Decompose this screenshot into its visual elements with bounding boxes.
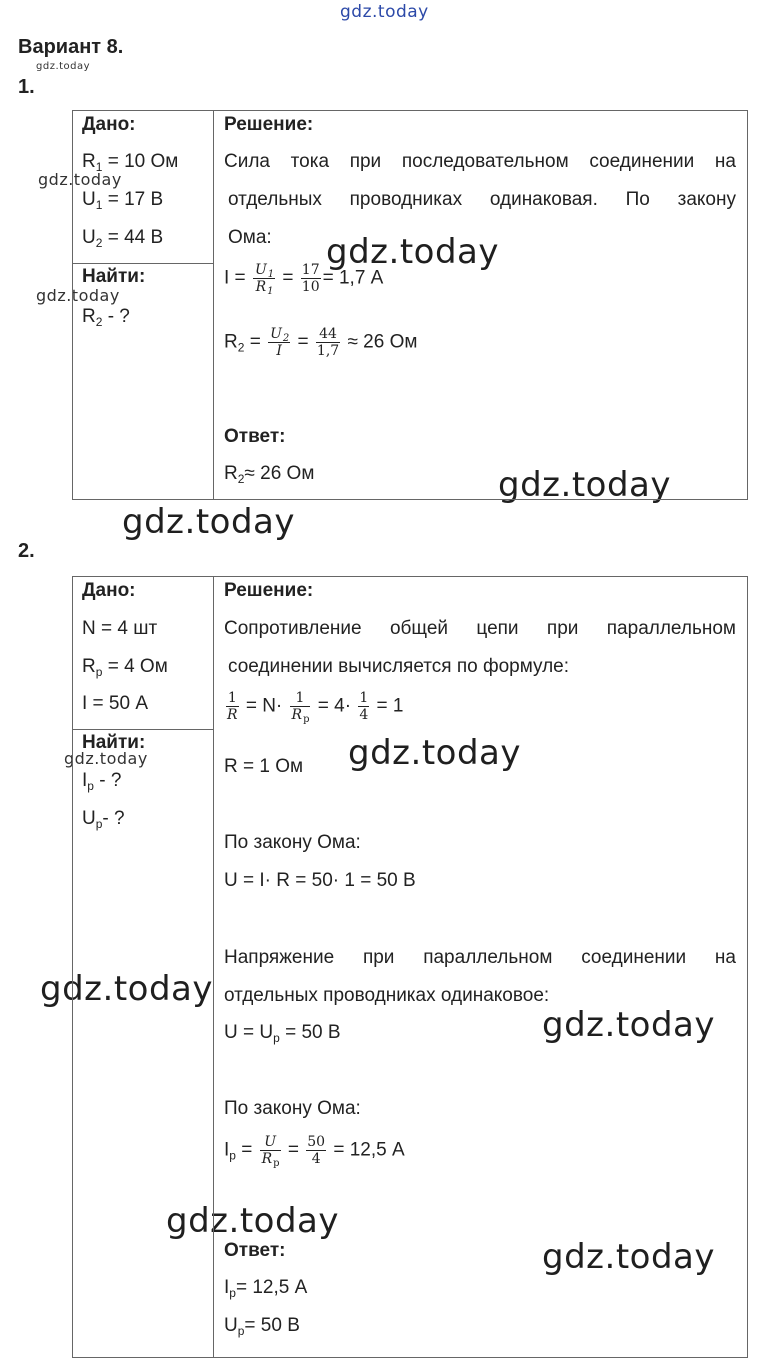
- watermark-small-1: gdz.today: [38, 170, 122, 189]
- watermark-small-2: gdz.today: [36, 286, 120, 305]
- p1-answer: $R_2\approx 26$ Ом: [224, 463, 315, 486]
- p1-find-r2: $R_2$ - ?: [82, 306, 130, 329]
- p2-equation-r: R = 1 Ом: [224, 756, 304, 777]
- p2-ohm-label-2: По закону Ома:: [224, 1098, 361, 1119]
- p1-equation-current: I = $\frac{U_1}{R_1}$ = $\frac{17}{10}$ = 1,7 А: [224, 262, 384, 297]
- watermark-tiny: gdz.today: [36, 61, 91, 72]
- p1-equation-resistance: $R_2$ = $\frac{U_2}{I}$ = $\frac{44}{1,7}$ ≈ 26 Ом: [224, 326, 418, 359]
- p1-text-line-3: Ома:: [228, 227, 272, 248]
- watermark-big-3: gdz.today: [122, 502, 295, 542]
- p2-find-ip: $I_р$ - ?: [82, 770, 122, 793]
- watermark-big-1: gdz.today: [326, 232, 499, 272]
- watermark-top[interactable]: gdz.today: [340, 2, 429, 22]
- p2-find-up: $U_р-$ ?: [82, 808, 125, 831]
- page-title: Вариант 8.: [18, 36, 124, 58]
- problem-2-given-divider: [72, 729, 213, 730]
- p2-ohm-label-1: По закону Ома:: [224, 832, 361, 853]
- problem-1-given-divider: [72, 263, 213, 264]
- problem-1-number: 1.: [18, 76, 35, 98]
- p2-answer-label: Ответ:: [224, 1240, 286, 1261]
- p1-text-line-1: Сила тока при последовательном соединении на: [224, 151, 736, 172]
- p1-text-line-2: отдельных проводниках одинаковая. По закону: [228, 189, 736, 210]
- p2-equation-total-resistance: $\frac{1}{R}$ = N· $\frac{1}{R_р}$ = 4· $\frac{1}{4}$ = 1: [227, 690, 404, 725]
- p2-given-label: Дано:: [82, 580, 136, 601]
- watermark-big-8: gdz.today: [542, 1237, 715, 1277]
- p2-text-line-4: отдельных проводниках одинаковое:: [224, 985, 550, 1006]
- watermark-big-7: gdz.today: [166, 1201, 339, 1241]
- p2-answer-up: $U_р= 50$ В: [224, 1315, 300, 1338]
- p2-given-i: I = 50 А: [82, 693, 149, 714]
- watermark-small-3: gdz.today: [64, 749, 148, 768]
- p2-solution-label: Решение:: [224, 580, 314, 601]
- p2-given-rp: $R_р = 4$ Ом: [82, 656, 168, 679]
- problem-2-divider: [213, 576, 214, 1358]
- p1-given-u2: $U_2 = 44$ В: [82, 227, 164, 250]
- p2-equation-ip: $I_р$ = $\frac{U}{R_р}$ = $\frac{50}{4}$ = 12,5 А: [224, 1134, 405, 1169]
- p1-given-u1: $U_1 = 17$ В: [82, 189, 164, 212]
- p2-text-line-1: Сопротивление общей цепи при параллельном: [224, 618, 736, 639]
- p2-find-label: Найти:: [82, 732, 146, 753]
- p1-solution-label: Решение:: [224, 114, 314, 135]
- p2-equation-voltage: U = I· R = 50· 1 = 50 В: [224, 870, 416, 891]
- p2-text-line-2: соединении вычисляется по формуле:: [228, 656, 570, 677]
- problem-1-divider: [213, 110, 214, 500]
- p1-find-label: Найти:: [82, 266, 146, 287]
- p2-answer-ip: $I_р= 12,5$ А: [224, 1277, 308, 1300]
- watermark-big-6: gdz.today: [542, 1005, 715, 1045]
- watermark-big-5: gdz.today: [40, 969, 213, 1009]
- p1-given-r1: $R_1 = 10$ Ом: [82, 151, 179, 174]
- problem-2-number: 2.: [18, 540, 35, 562]
- p1-given-label: Дано:: [82, 114, 136, 135]
- watermark-big-4: gdz.today: [348, 733, 521, 773]
- p2-equation-up: $U = U_р = 50$ В: [224, 1022, 341, 1045]
- p1-answer-label: Ответ:: [224, 426, 286, 447]
- watermark-big-2: gdz.today: [498, 465, 671, 505]
- p2-text-line-3: Напряжение при параллельном соединении на: [224, 947, 736, 968]
- p2-given-n: N = 4 шт: [82, 618, 158, 639]
